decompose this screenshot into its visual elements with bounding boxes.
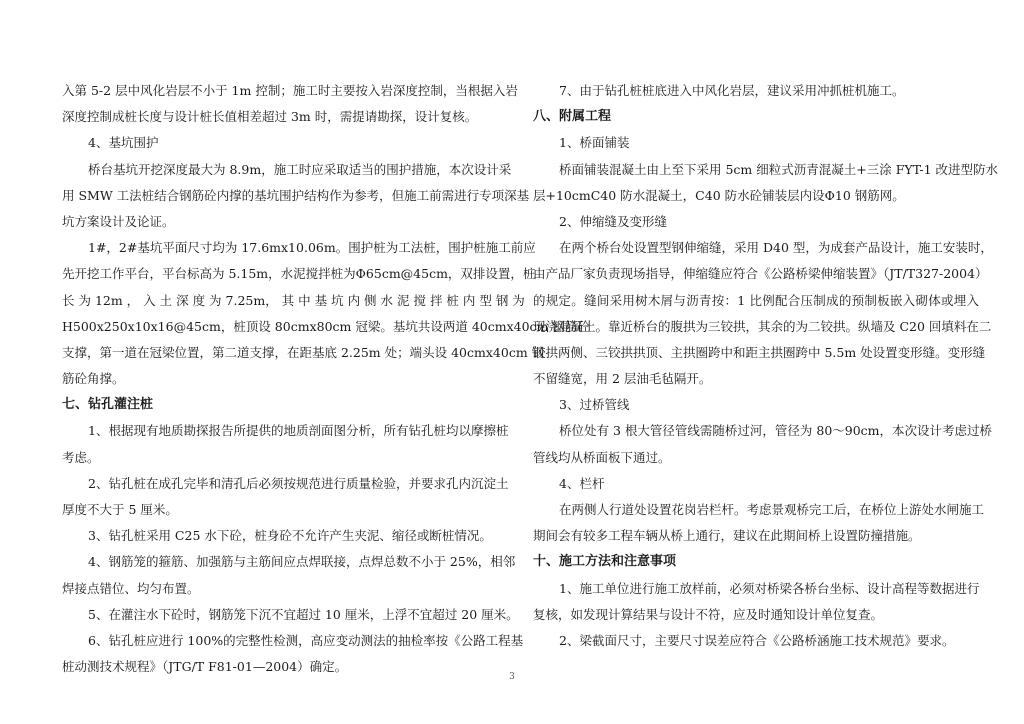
subheading: 4、基坑围护 xyxy=(88,135,159,151)
text-line: 期间会有较多工程车辆从桥上通行，建议在此期间桥上设置防撞措施。 xyxy=(533,528,921,544)
text-line: 5、在灌注水下砼时，钢筋笼下沉不宜超过 10 厘米，上浮不宜超过 20 厘米。 xyxy=(88,606,519,622)
text-line: 3、钻孔桩采用 C25 水下砼，桩身砼不允许产生夹泥、缩径或断桩情况。 xyxy=(88,528,492,544)
text-line: 在两侧人行道处设置花岗岩栏杆。考虑景观桥完工后，在桥位上游处水闸施工 xyxy=(559,502,985,517)
text-line: 支撑，第一道在冠梁位置，第二道支撑，在距基底 2.25m 处；端头设 40cmx40cm 钢 xyxy=(62,344,545,360)
text-line: 焊接点错位、均匀布置。 xyxy=(62,580,200,596)
text-line: 7、由于钻孔桩桩底进入中风化岩层，建议采用冲抓桩机施工。 xyxy=(559,83,905,98)
text-line: 2、梁截面尺寸，主要尺寸误差应符合《公路桥涵施工技术规范》要求。 xyxy=(559,632,955,648)
subheading: 2、伸缩缝及变形缝 xyxy=(559,213,667,229)
text-line: 在两个桥台处设置型钢伸缩缝，采用 D40 型，为成套产品设计，施工安装时， xyxy=(559,240,993,256)
text-line: 1、施工单位进行施工放样前，必须对桥梁各桥台坐标、设计高程等数据进行 xyxy=(559,580,980,596)
text-line: 桥位处有 3 根大管径管线需随桥过河，管径为 80～90cm，本次设计考虑过桥 xyxy=(559,423,993,439)
right-column xyxy=(533,78,999,654)
text-line: 管线均从桥面板下通过。 xyxy=(533,449,671,465)
text-line: 用 SMW 工法桩结合钢筋砼内撑的基坑围护结构作为参考，但施工前需进行专项深基 xyxy=(62,187,530,203)
subheading: 3、过桥管线 xyxy=(559,397,630,413)
text-line: 现浇混凝土。靠近桥台的腹拱为三铰拱，其余的为二铰拱。纵墙及 C20 回填料在二 xyxy=(533,318,992,334)
text-line: 深度控制成桩长度与设计桩长值相差超过 3m 时，需提请勘探，设计复核。 xyxy=(62,109,478,125)
section-heading: 十、施工方法和注意事项 xyxy=(533,554,677,570)
text-line: 筋砼角撑。 xyxy=(62,371,125,387)
section-heading: 七、钻孔灌注桩 xyxy=(62,397,154,413)
subheading: 1、桥面铺装 xyxy=(559,135,630,151)
text-line: 2、钻孔桩在成孔完毕和清孔后必须按规范进行质量检验，并要求孔内沉淀土 xyxy=(88,475,509,491)
text-line: 坑方案设计及论证。 xyxy=(62,213,175,229)
text-line: 1、根据现有地质勘探报告所提供的地质剖面图分析，所有钻孔桩均以摩擦桩 xyxy=(88,423,509,439)
text-line: 由产品厂家负责现场指导，伸缩缝应符合《公路桥梁伸缩装置》（JT/T327-2004） xyxy=(533,266,988,282)
text-line: 桥面铺装混凝土由上至下采用 5cm 细粒式沥青混凝土+三涂 FYT-1 改进型防水 xyxy=(559,161,999,177)
text-line: 桩动测技术规程》（JTG/T F81-01—2004）确定。 xyxy=(62,659,348,675)
text-line: 4、钢筋笼的箍筋、加强筋与主筋间应点焊联接，点焊总数不小于 25%，相邻 xyxy=(88,554,516,570)
text-line: H500x250x10x16@45cm，桩顶设 80cmx80cm 冠梁。基坑共设两道 40cmx40cm 钢筋砼 xyxy=(62,318,590,334)
text-line: 长 为 12m ， 入 土 深 度 为 7.25m， 其 中 基 坑 内 侧 水 泥 搅 拌 桩 内 型 钢 为 xyxy=(62,292,525,308)
subheading: 4、栏杆 xyxy=(559,475,605,491)
page-number: 3 xyxy=(509,672,515,682)
text-line: 1#，2#基坑平面尺寸均为 17.6mx10.06m。围护桩为工法桩，围护桩施工前应 xyxy=(88,240,536,256)
text-line: 厚度不大于 5 厘米。 xyxy=(62,502,178,517)
text-line: 先开挖工作平台，平台标高为 5.15m，水泥搅拌桩为Φ65cm@45cm，双排设置，桩 xyxy=(62,266,536,282)
section-heading: 八、附属工程 xyxy=(533,109,612,125)
text-line: 不留缝宽，用 2 层油毛毡隔开。 xyxy=(533,371,712,387)
text-line: 层+10cmC40 防水混凝土，C40 防水砼铺装层内设Φ10 钢筋网。 xyxy=(533,187,905,203)
text-line: 桥台基坑开挖深度最大为 8.9m，施工时应采取适当的围护措施，本次设计采 xyxy=(88,161,512,177)
text-line: 考虑。 xyxy=(62,449,100,465)
text-line: 的规定。缝间采用树木屑与沥青按：1 比例配合压制成的预制板嵌入砌体或埋入 xyxy=(533,292,979,308)
text-line: 6、钻孔桩应进行 100%的完整性检测，高应变动测法的抽检率按《公路工程基 xyxy=(88,632,524,648)
text-line: 铰拱两侧、三铰拱拱顶、主拱圈跨中和距主拱圈跨中 5.5m 处设置变形缝。变形缝 xyxy=(533,344,986,360)
text-line: 入第 5-2 层中风化岩层不小于 1m 控制；施工时主要按入岩深度控制，当根据入岩 xyxy=(62,83,518,98)
text-line: 复核，如发现计算结果与设计不符，应及时通知设计单位复查。 xyxy=(533,606,884,622)
